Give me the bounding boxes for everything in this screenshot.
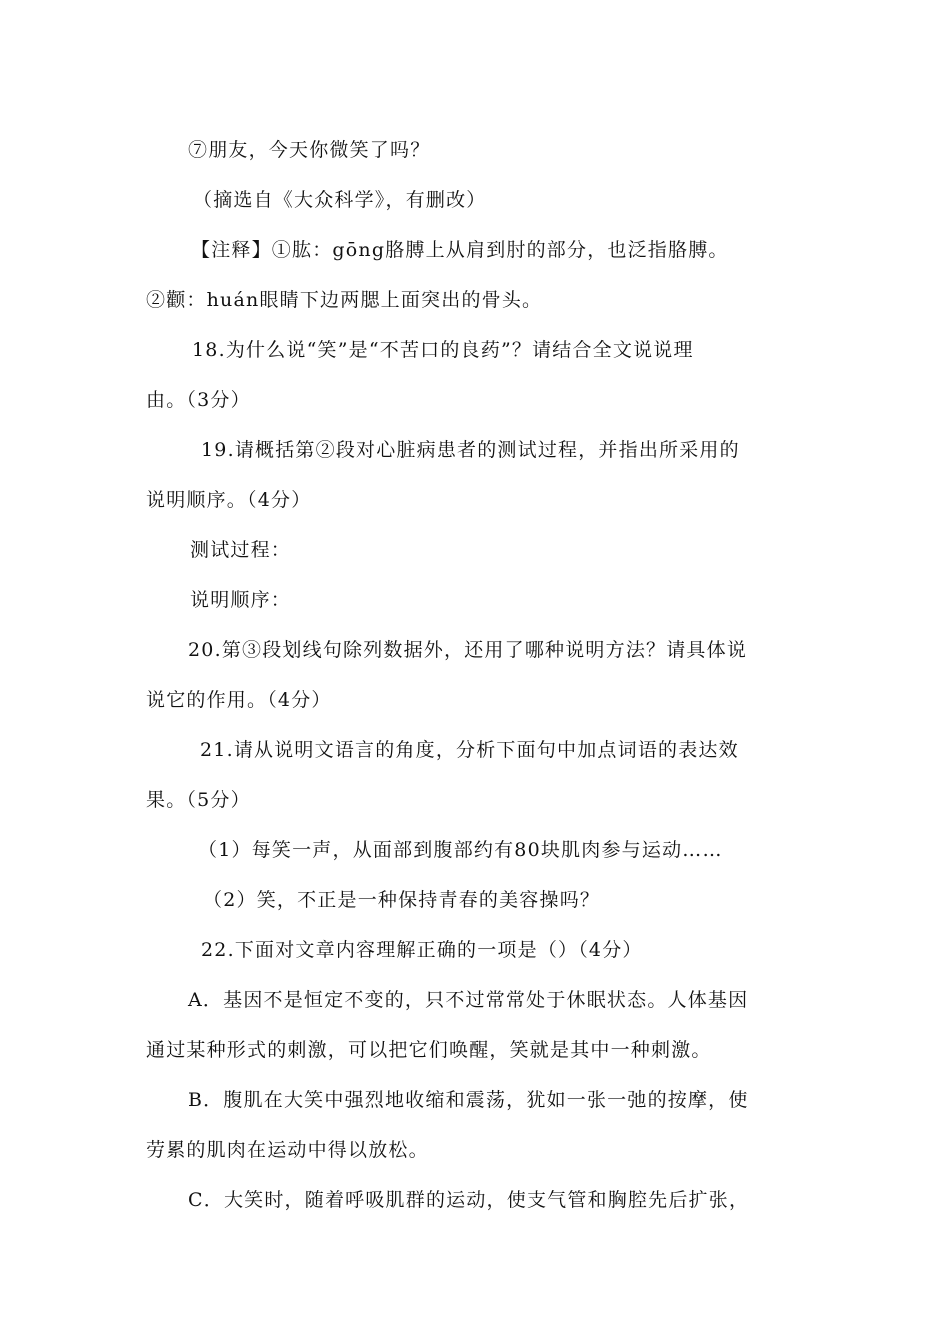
question-21-item-2: （2）笑，不正是一种保持青春的美容操吗？ — [203, 889, 601, 911]
option-c-line-1: C．大笑时，随着呼吸肌群的运动，使支气管和胸腔先后扩张， — [188, 1189, 750, 1211]
question-20-line-1: 20.第③段划线句除列数据外，还用了哪种说明方法？请具体说 — [188, 639, 748, 661]
annotation-line-1: 【注释】①肱：gōng胳膊上从肩到肘的部分，也泛指胳膊。 — [191, 239, 729, 261]
question-19-line-2: 说明顺序。（4分） — [146, 489, 312, 511]
answer-label-process: 测试过程： — [190, 539, 292, 561]
option-b-line-2: 劳累的肌肉在运动中得以放松。 — [146, 1139, 429, 1161]
question-21-item-1: （1）每笑一声，从面部到腹部约有80块肌肉参与运动…… — [198, 839, 723, 861]
option-a-line-1: A．基因不是恒定不变的，只不过常常处于休眠状态。人体基因 — [188, 989, 749, 1011]
question-19-line-1: 19.请概括第②段对心脏病患者的测试过程，并指出所采用的 — [201, 439, 740, 461]
answer-label-order: 说明顺序： — [190, 589, 292, 611]
question-18-line-1: 18.为什么说“笑”是“不苦口的良药”？请结合全文说说理 — [192, 339, 694, 361]
question-20-line-2: 说它的作用。（4分） — [146, 689, 332, 711]
question-22-stem: 22.下面对文章内容理解正确的一项是（）（4分） — [201, 939, 643, 961]
annotation-line-2: ②颧：huán眼睛下边两腮上面突出的骨头。 — [146, 289, 543, 311]
option-a-line-2: 通过某种形式的刺激，可以把它们唤醒，笑就是其中一种刺激。 — [146, 1039, 712, 1061]
question-21-line-2: 果。（5分） — [146, 789, 251, 811]
option-b-line-1: B．腹肌在大笑中强烈地收缩和震荡，犹如一张一弛的按摩，使 — [188, 1089, 749, 1111]
paragraph-7: ⑦朋友，今天你微笑了吗？ — [188, 139, 431, 161]
question-21-line-1: 21.请从说明文语言的角度，分析下面句中加点词语的表达效 — [200, 739, 739, 761]
question-18-line-2: 由。（3分） — [146, 389, 251, 411]
source-note: （摘选自《大众科学》，有删改） — [193, 189, 487, 211]
